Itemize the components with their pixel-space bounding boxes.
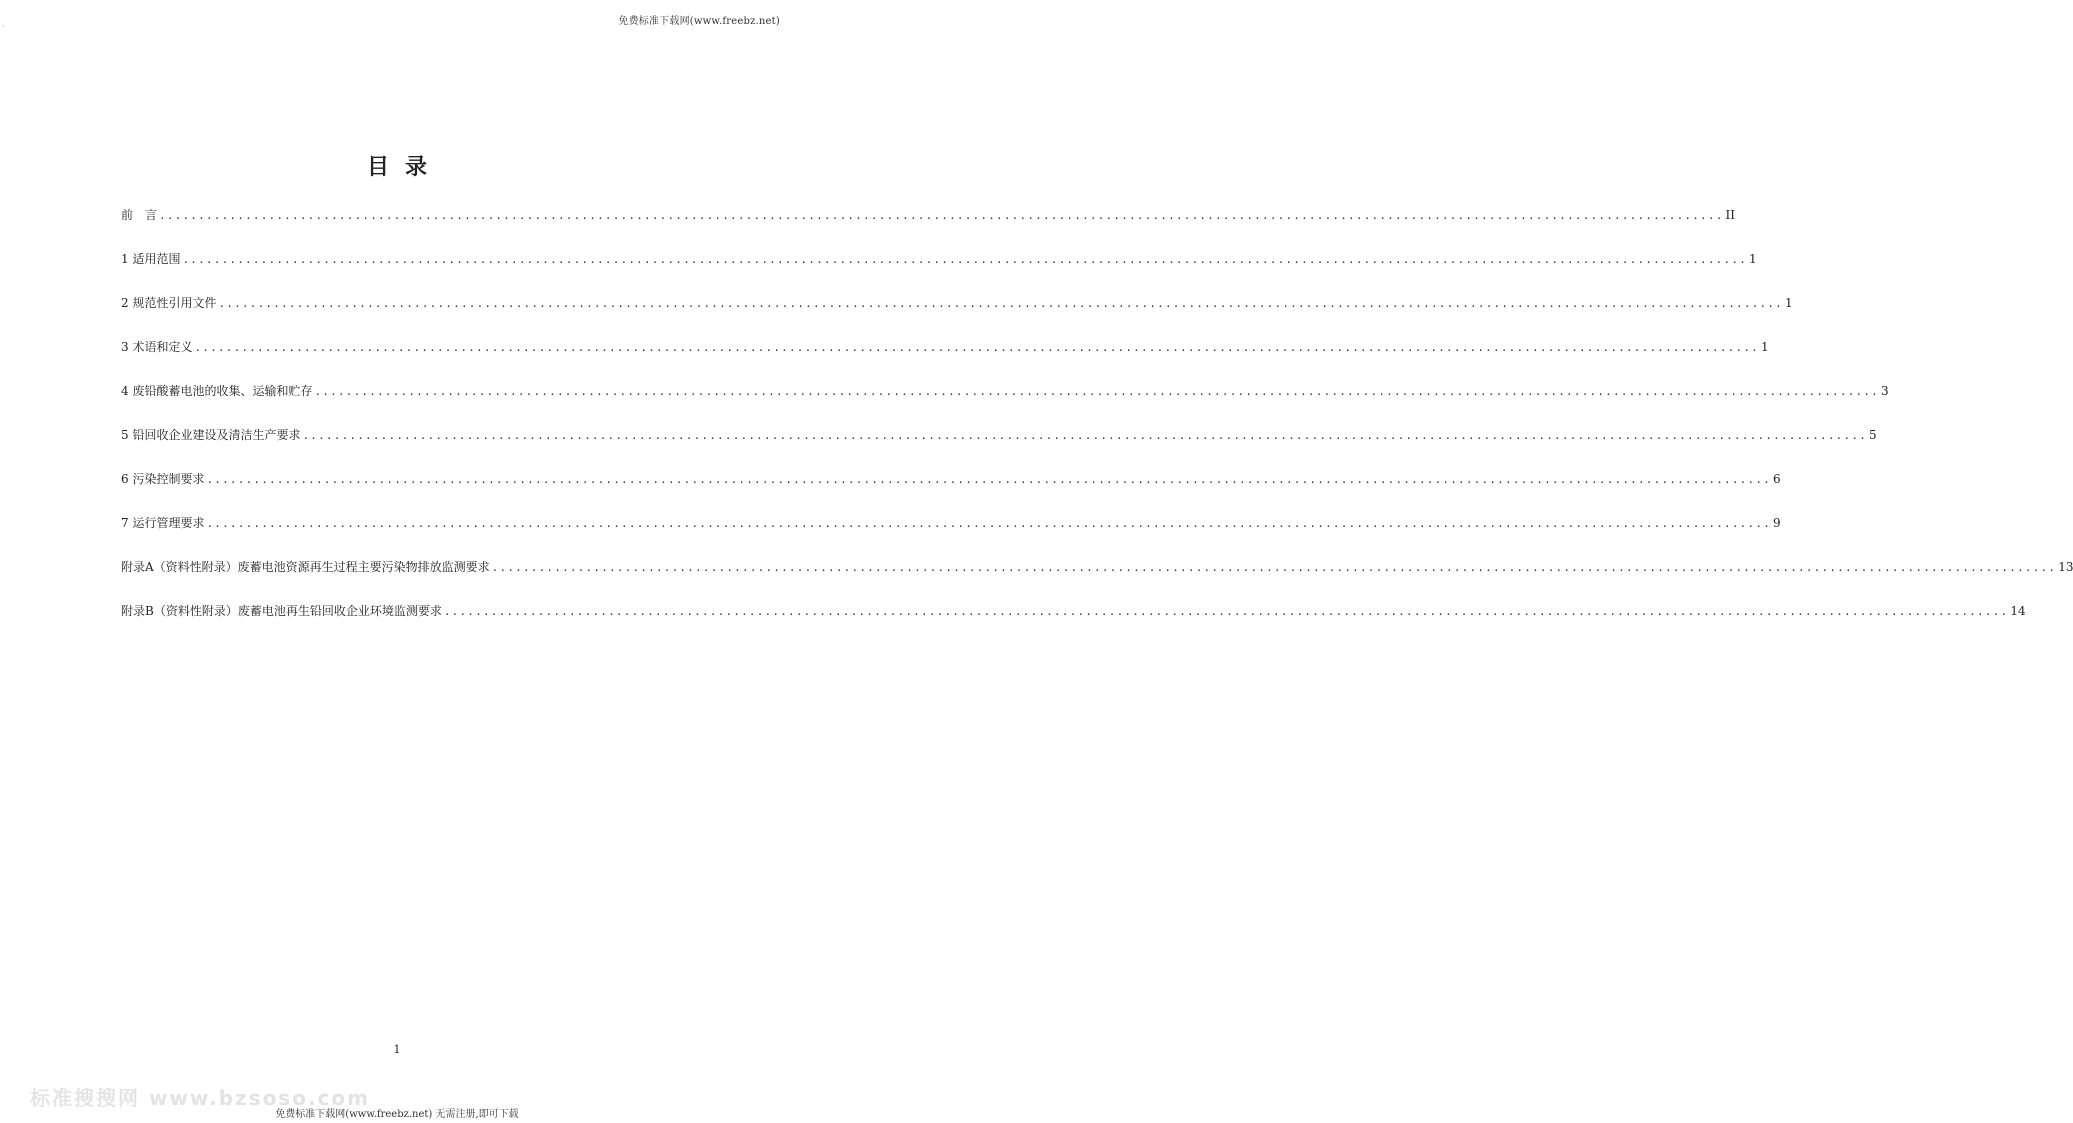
toc-dot-leader: ........................................................................................................................................................................................................ — [218, 297, 1783, 310]
toc-dot-leader: ........................................................................................................................................................................................................ — [443, 605, 2009, 618]
toc-dot-leader: ........................................................................................................................................................................................................ — [182, 253, 1747, 266]
toc-entry-scope[interactable] — [121, 250, 1757, 294]
toc-title: 目录 — [366, 155, 443, 180]
toc-entry-foreword[interactable] — [121, 206, 1736, 250]
toc-dot-leader: ........................................................................................................................................................................................................ — [314, 385, 1879, 398]
toc-entry-label: 4 废铅酸蓄电池的收集、运输和贮存 — [121, 384, 313, 398]
toc-entry-page: 9 — [1772, 516, 1781, 530]
footer-download-banner: 免费标准下载网(www.freebz.net) 无需注册,即可下载 — [275, 1109, 519, 1120]
toc-entry-label: 2 规范性引用文件 — [121, 296, 217, 310]
toc-entry-page: 1 — [1784, 296, 1793, 310]
toc-entry-page: 1 — [1748, 252, 1757, 266]
toc-dot-leader: ........................................................................................................................................................................................................ — [194, 341, 1759, 354]
toc-entry-pollution-control[interactable] — [121, 470, 1781, 514]
toc-entry-page: 5 — [1868, 428, 1877, 442]
toc-entry-enterprise-requirements[interactable] — [121, 426, 1877, 470]
toc-dot-leader: ........................................................................................................................................................................................................ — [159, 209, 1724, 222]
toc-entry-label: 1 适用范围 — [121, 252, 181, 266]
toc-dot-leader: ........................................................................................................................................................................................................ — [491, 561, 2057, 574]
toc-dot-leader: ........................................................................................................................................................................................................ — [206, 473, 1771, 486]
toc-entry-normative-references[interactable] — [121, 294, 1793, 338]
toc-entry-page: 3 — [1880, 384, 1889, 398]
toc-entry-label: 6 污染控制要求 — [121, 472, 205, 486]
toc-entry-label: 7 运行管理要求 — [121, 516, 205, 530]
toc-entry-label: 5 铅回收企业建设及清洁生产要求 — [121, 428, 301, 442]
toc-dot-leader: ........................................................................................................................................................................................................ — [206, 517, 1771, 530]
toc-dot-leader: ........................................................................................................................................................................................................ — [302, 429, 1867, 442]
toc-entry-operation-management[interactable] — [121, 514, 1781, 558]
toc-entry-page: 14 — [2010, 604, 2026, 618]
corner-mark: · — [2, 22, 5, 31]
page-number: 1 — [393, 1043, 401, 1056]
toc-entry-appendix-a[interactable] — [121, 558, 2073, 602]
toc-entry-appendix-b[interactable] — [121, 602, 2026, 646]
toc-entry-label: 附录A（资料性附录）废蓄电池资源再生过程主要污染物排放监测要求 — [121, 560, 490, 574]
toc-entry-collection-transport-storage[interactable] — [121, 382, 1889, 426]
toc-list — [121, 206, 2073, 646]
toc-entry-page: II — [1725, 208, 1736, 222]
header-source-banner: 免费标准下载网(www.freebz.net) — [618, 16, 780, 27]
toc-entry-page: 1 — [1760, 340, 1769, 354]
toc-entry-terms-definitions[interactable] — [121, 338, 1769, 382]
toc-entry-label: 附录B（资料性附录）废蓄电池再生铅回收企业环境监测要求 — [121, 604, 442, 618]
toc-entry-page: 13 — [2058, 560, 2073, 574]
toc-entry-label: 前 言 — [121, 208, 158, 222]
toc-entry-page: 6 — [1772, 472, 1781, 486]
toc-entry-label: 3 术语和定义 — [121, 340, 193, 354]
watermark-logo: 标准搜搜网 www.bzsoso.com — [30, 1086, 370, 1110]
